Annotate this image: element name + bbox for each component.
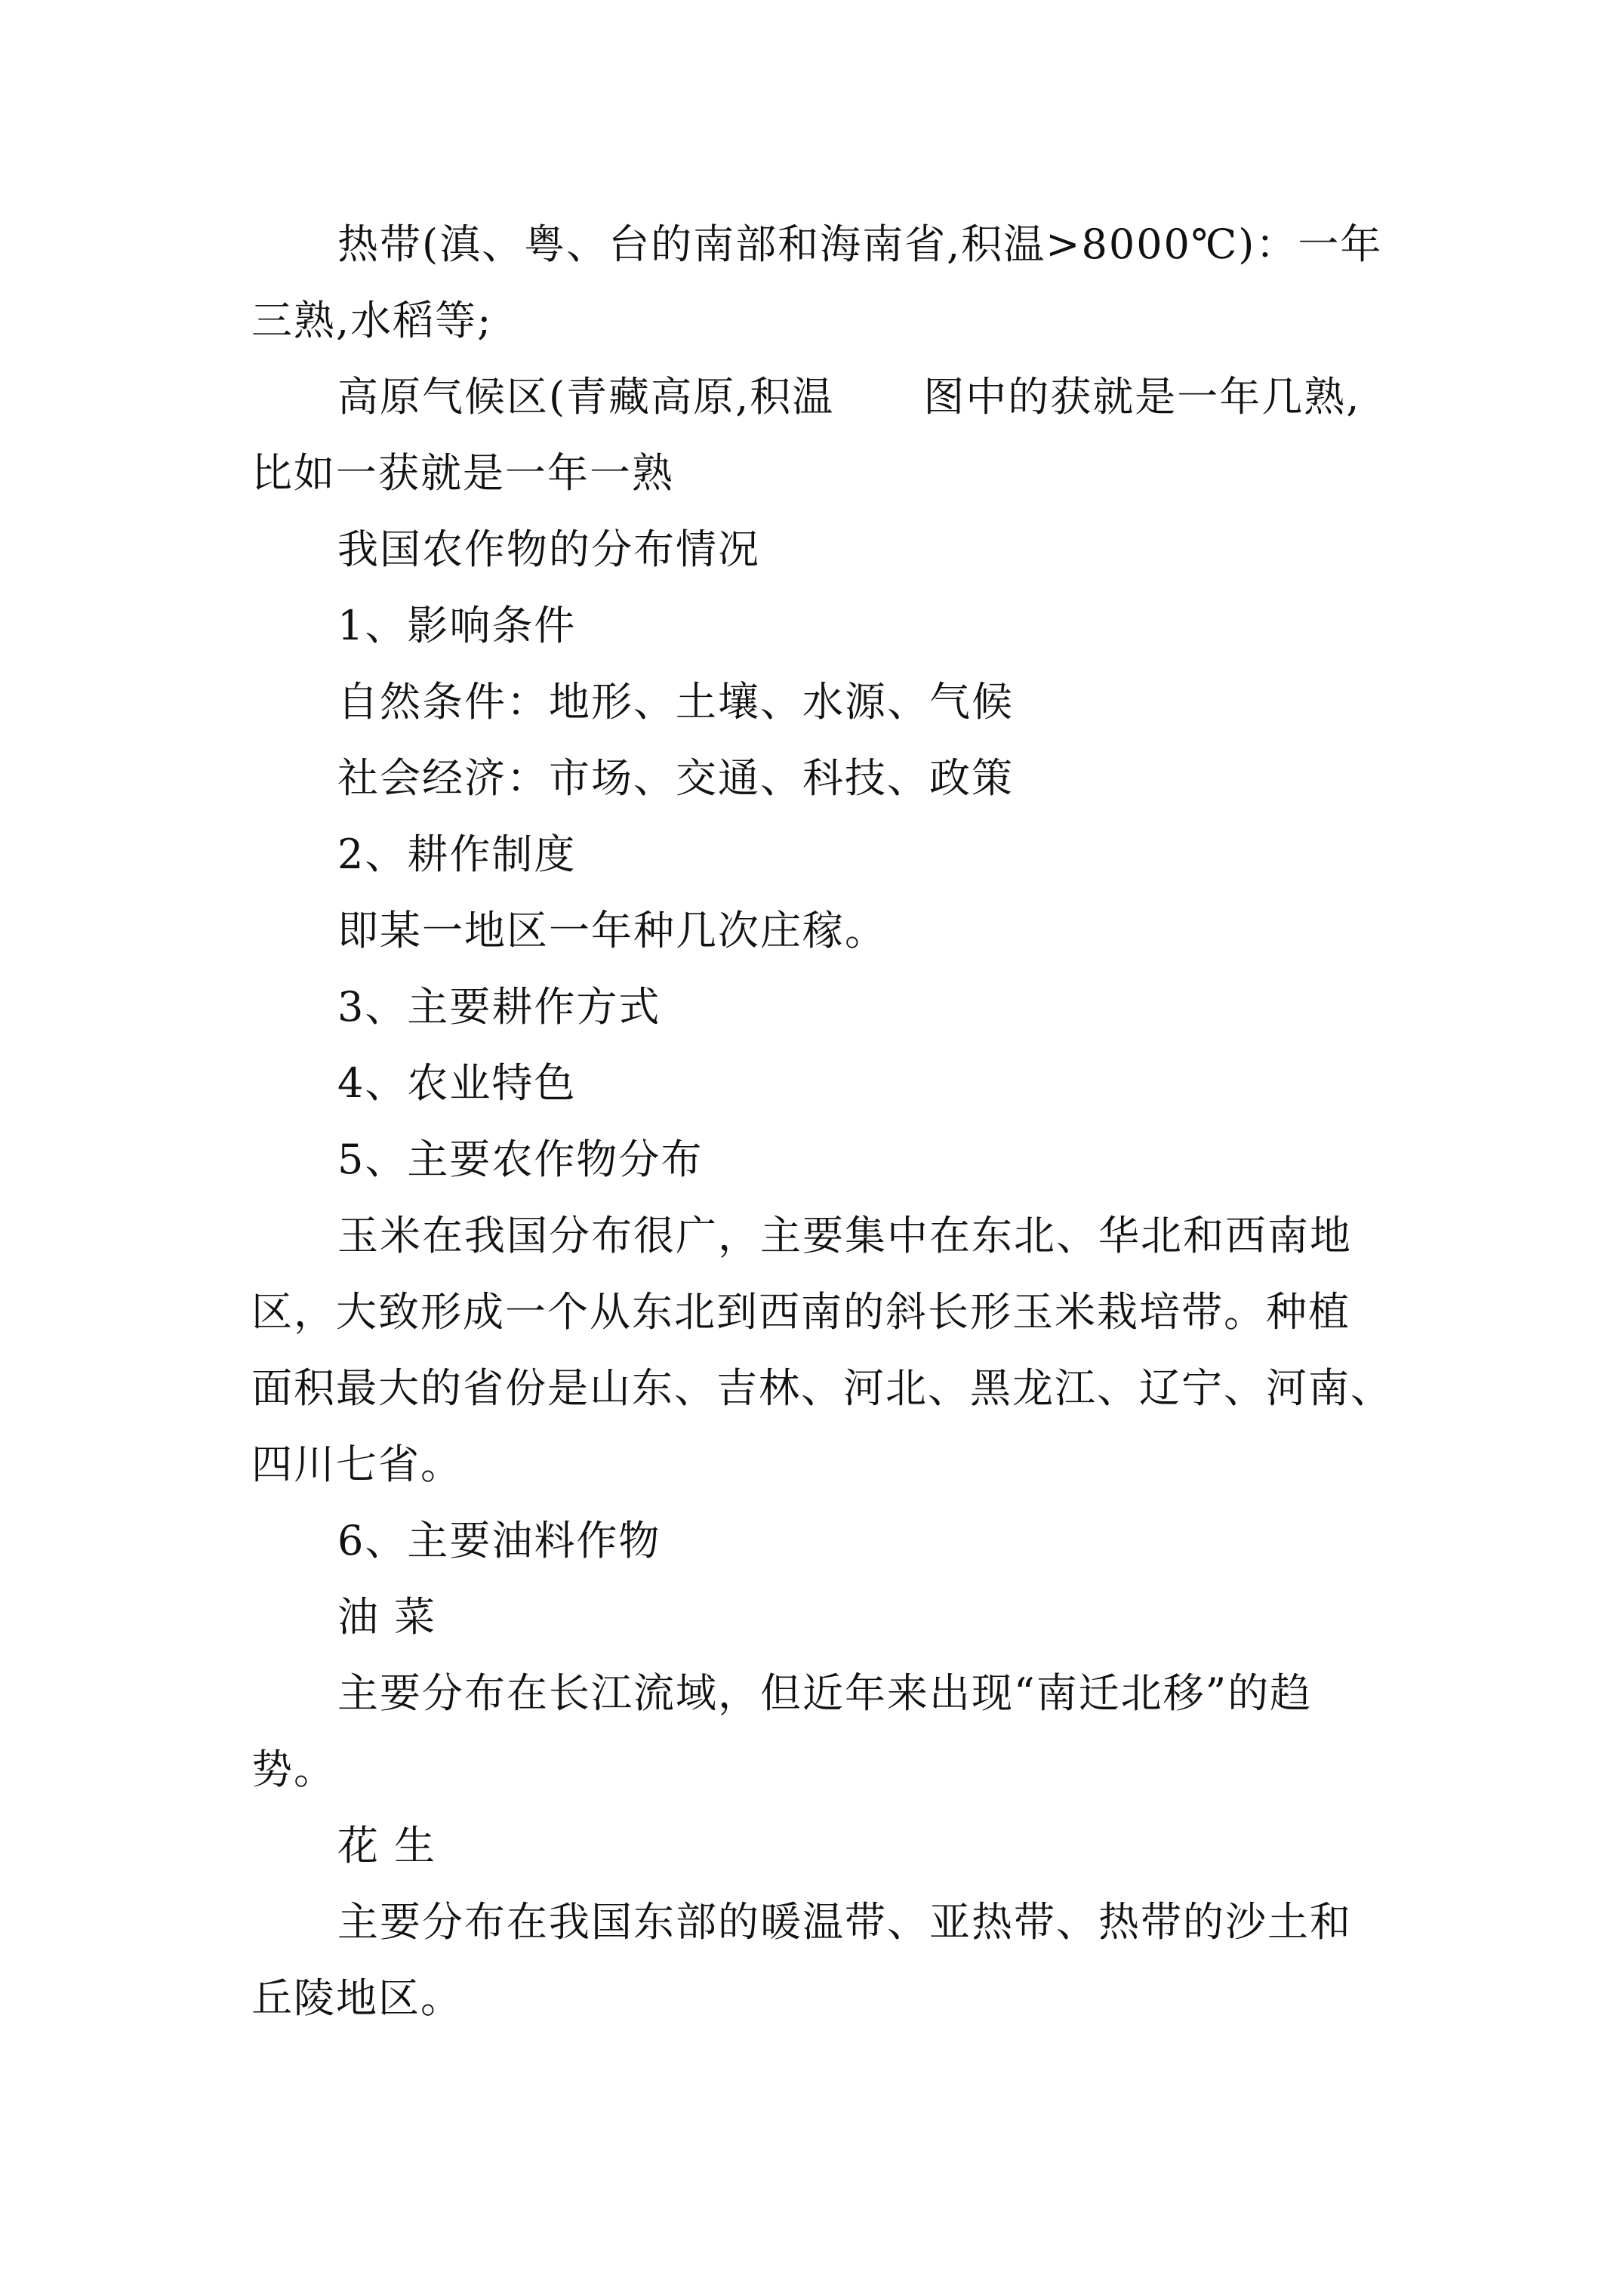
section-heading: 4、农业特色	[337, 1059, 577, 1107]
paragraph-line: 三熟,水稻等;	[251, 297, 493, 344]
paragraph-line: 面积最大的省份是山东、吉林、河北、黑龙江、辽宁、河南、	[251, 1364, 1393, 1412]
paragraph-line	[337, 371, 1360, 424]
paragraph-line: 区，大致形成一个从东北到西南的斜长形玉米栽培带。种植	[251, 1288, 1350, 1336]
subheading: 油 菜	[337, 1593, 437, 1641]
text-segment: 图中的获就是一年几熟,	[923, 373, 1361, 421]
section-heading: 3、主要耕作方式	[337, 983, 661, 1031]
section-heading: 6、主要油料作物	[337, 1517, 661, 1564]
text-segment: 高原气候区(青藏高原,积温	[337, 373, 835, 421]
subheading: 花 生	[337, 1822, 437, 1869]
paragraph-line: 社会经济：市场、交通、科技、政策	[337, 754, 1014, 802]
paragraph-line: 丘陵地区。	[251, 1974, 463, 2022]
paragraph-line: 主要分布在我国东部的暖温带、亚热带、热带的沙土和	[337, 1898, 1352, 1946]
paragraph-line: 自然条件：地形、土壤、水源、气候	[337, 678, 1014, 726]
paragraph-line: 玉米在我国分布很广，主要集中在东北、华北和西南地	[337, 1212, 1352, 1259]
section-heading: 1、影响条件	[337, 602, 577, 649]
section-heading: 5、主要农作物分布	[337, 1136, 704, 1183]
paragraph-line: 势。	[251, 1746, 336, 1793]
paragraph-line: 比如一获就是一年一熟	[251, 449, 674, 497]
paragraph-line: 即某一地区一年种几次庄稼。	[337, 907, 887, 954]
section-heading: 2、耕作制度	[337, 831, 577, 878]
paragraph-line: 热带(滇、粤、台的南部和海南省,积温>8000℃)：一年	[337, 220, 1383, 268]
paragraph-line: 主要分布在长江流域，但近年来出现“南迁北移”的趋	[337, 1669, 1313, 1717]
paragraph-line: 四川七省。	[251, 1441, 463, 1488]
section-heading: 我国农作物的分布情况	[337, 525, 760, 573]
